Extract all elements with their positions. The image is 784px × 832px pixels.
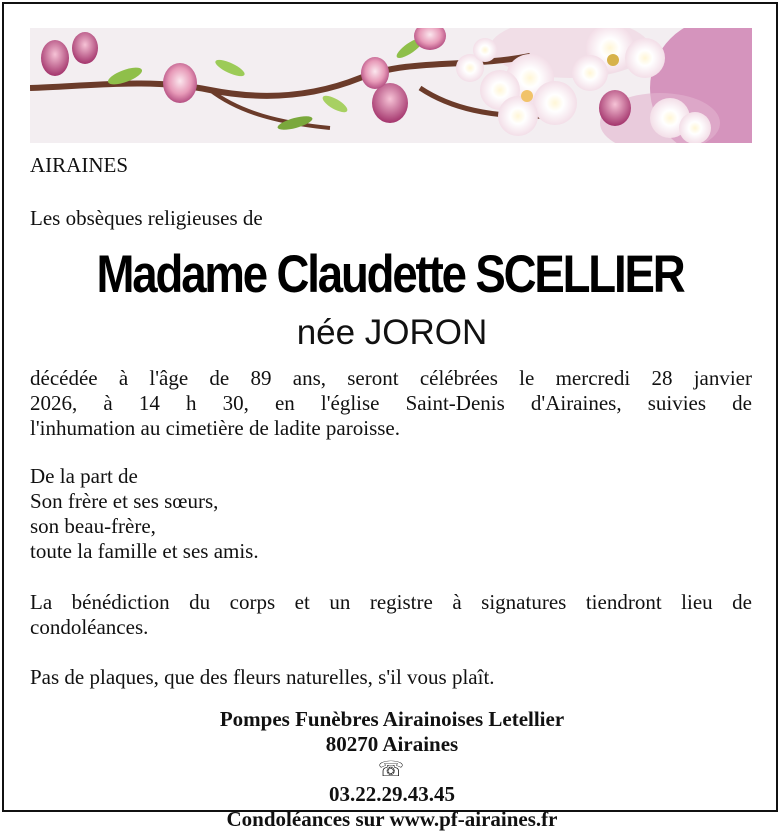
condolences-link: Condoléances sur www.pf-airaines.fr <box>226 807 558 831</box>
cherry-blossom-banner <box>30 28 752 143</box>
phone-icon: ☏ <box>377 757 405 781</box>
funeral-home-contact <box>0 732 784 807</box>
plaques-text: Pas de plaques, que des fleurs naturelles, s'il vous plaît. <box>30 665 495 689</box>
family-line-2: son beau-frère, <box>30 514 156 538</box>
ceremony-details <box>30 366 752 441</box>
family-line-3: toute la famille et ses amis. <box>30 539 259 563</box>
benediction-text <box>30 590 752 640</box>
deceased-name: Madame Claudette SCELLIER <box>96 245 684 304</box>
town-name: AIRAINES <box>30 153 128 177</box>
funeral-home-name: Pompes Funèbres Airainoises Letellier <box>219 707 565 731</box>
family-header: De la part de <box>30 464 138 488</box>
cherry-blossom-image <box>30 28 752 143</box>
ceremony-line-1: décédée à l'âge de 89 ans, seront célébrées le mercredi 28 janvier <box>30 366 752 390</box>
funeral-home-city: 80270 Airaines <box>325 732 459 756</box>
maiden-name: née JORON <box>296 313 488 352</box>
benediction-line-1: La bénédiction du corps et un registre à signatures tiendront lieu de <box>30 590 752 614</box>
ceremony-line-2: 2026, à 14 h 30, en l'église Saint-Denis d'Airaines, suivies de <box>30 391 752 415</box>
ceremony-line-3: l'inhumation au cimetière de ladite paroisse. <box>30 416 400 440</box>
funeral-home-footer <box>0 707 784 832</box>
family-block <box>30 464 259 564</box>
funeral-home-phone: 03.22.29.43.45 <box>329 782 455 806</box>
family-line-1: Son frère et ses sœurs, <box>30 489 219 513</box>
intro-text: Les obsèques religieuses de <box>30 206 263 230</box>
benediction-line-2: condoléances. <box>30 615 149 639</box>
